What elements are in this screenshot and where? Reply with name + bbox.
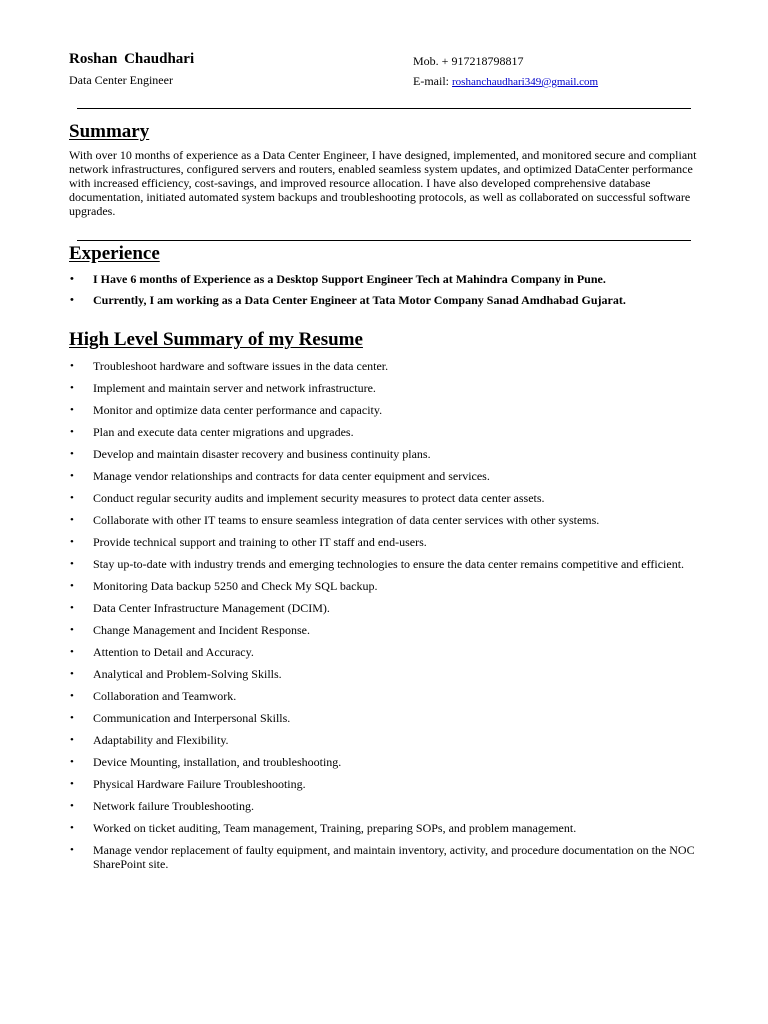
- bullet-icon: •: [70, 404, 74, 416]
- list-item-text: Analytical and Problem-Solving Skills.: [93, 667, 282, 681]
- bullet-icon: •: [70, 668, 74, 680]
- list-item: [0, 689, 718, 703]
- list-item-text: Monitor and optimize data center performance and capacity.: [93, 403, 383, 417]
- list-item-text: Adaptability and Flexibility.: [93, 733, 229, 747]
- list-item-text: Provide technical support and training to other IT staff and end-users.: [93, 535, 427, 549]
- list-item-text: Device Mounting, installation, and troubleshooting.: [93, 755, 342, 769]
- header-divider: [77, 108, 691, 109]
- bullet-icon: •: [70, 273, 74, 285]
- list-item-text: Stay up-to-date with industry trends and emerging technologies to ensure the data center remains competitive and efficient.: [93, 557, 685, 571]
- bullet-icon: •: [70, 382, 74, 394]
- list-item: [0, 777, 718, 791]
- experience-item: [0, 272, 626, 293]
- list-item-text: Troubleshoot hardware and software issues in the data center.: [93, 359, 389, 373]
- summary-divider: [77, 240, 691, 241]
- list-item: [0, 513, 718, 527]
- list-item-text: Collaborate with other IT teams to ensure seamless integration of data center services with other systems.: [93, 513, 600, 527]
- list-item: [0, 821, 718, 835]
- list-item: [0, 557, 718, 571]
- list-item-text: Network failure Troubleshooting.: [93, 799, 254, 813]
- email-label: E-mail:: [413, 74, 452, 88]
- list-item: [0, 601, 718, 615]
- list-item: [0, 645, 718, 659]
- experience-item-text: I Have 6 months of Experience as a Desktop Support Engineer Tech at Mahindra Company in Pune.: [93, 272, 606, 286]
- bullet-icon: •: [70, 800, 74, 812]
- bullet-icon: •: [70, 294, 74, 306]
- bullet-icon: •: [70, 514, 74, 526]
- bullet-icon: •: [70, 690, 74, 702]
- bullet-icon: •: [70, 558, 74, 570]
- list-item: [0, 733, 718, 747]
- bullet-icon: •: [70, 756, 74, 768]
- list-item: [0, 623, 718, 637]
- experience-item-text: Currently, I am working as a Data Center Engineer at Tata Motor Company Sanad Amdhabad Gujarat.: [93, 293, 626, 307]
- list-item: [0, 447, 718, 461]
- bullet-icon: •: [70, 360, 74, 372]
- list-item: [0, 469, 718, 483]
- bullet-icon: •: [70, 734, 74, 746]
- bullet-icon: •: [70, 646, 74, 658]
- list-item: [0, 667, 718, 681]
- email-line: [413, 74, 598, 89]
- bullet-icon: •: [70, 822, 74, 834]
- list-item-text: Manage vendor replacement of faulty equipment, and maintain inventory, activity, and procedure documentation on the NOC SharePoint site.: [93, 843, 695, 871]
- bullet-icon: •: [70, 624, 74, 636]
- bullet-icon: •: [70, 580, 74, 592]
- bullet-icon: •: [70, 426, 74, 438]
- experience-item: [0, 293, 626, 314]
- list-item: [0, 843, 718, 871]
- list-item-text: Collaboration and Teamwork.: [93, 689, 237, 703]
- list-item-text: Monitoring Data backup 5250 and Check My SQL backup.: [93, 579, 378, 593]
- list-item: [0, 711, 718, 725]
- bullet-icon: •: [70, 778, 74, 790]
- bullet-icon: •: [70, 712, 74, 724]
- list-item-text: Data Center Infrastructure Management (DCIM).: [93, 601, 330, 615]
- list-item: [0, 403, 718, 417]
- list-item-text: Implement and maintain server and network infrastructure.: [93, 381, 376, 395]
- bullet-icon: •: [70, 602, 74, 614]
- summary-heading: Summary: [69, 121, 150, 142]
- candidate-job-title: Data Center Engineer: [69, 73, 173, 87]
- bullet-icon: •: [70, 536, 74, 548]
- email-link[interactable]: roshanchaudhari349@gmail.com: [452, 76, 599, 88]
- mobile-number: Mob. + 917218798817: [413, 54, 524, 68]
- candidate-name: Roshan Chaudhari: [69, 51, 195, 67]
- list-item: [0, 491, 718, 505]
- list-item: [0, 359, 718, 373]
- bullet-icon: •: [70, 448, 74, 460]
- bullet-icon: •: [70, 470, 74, 482]
- list-item-text: Manage vendor relationships and contracts for data center equipment and services.: [93, 469, 490, 483]
- list-item: [0, 381, 718, 395]
- list-item-text: Physical Hardware Failure Troubleshooting.: [93, 777, 306, 791]
- experience-heading: Experience: [69, 243, 160, 264]
- experience-list: [0, 272, 626, 314]
- summary-paragraph: With over 10 months of experience as a Data Center Engineer, I have designed, implemented, and monitored secure and compliant network infrastructures, configured servers and routers, enabled seamless system updates, and optimized DataCenter performance with increased efficiency, cost-savings, and improved resource allocation. I have also developed comprehensive database documentation, initiated automated system backups and troubleshooting protocols, as well as collaborated on successful software upgrades.: [69, 148, 697, 218]
- list-item: [0, 425, 718, 439]
- list-item: [0, 535, 718, 549]
- list-item-text: Conduct regular security audits and implement security measures to protect data center assets.: [93, 491, 545, 505]
- list-item-text: Plan and execute data center migrations and upgrades.: [93, 425, 354, 439]
- list-item-text: Change Management and Incident Response.: [93, 623, 310, 637]
- list-item-text: Attention to Detail and Accuracy.: [93, 645, 254, 659]
- list-item-text: Develop and maintain disaster recovery and business continuity plans.: [93, 447, 431, 461]
- bullet-icon: •: [70, 492, 74, 504]
- list-item-text: Communication and Interpersonal Skills.: [93, 711, 291, 725]
- list-item: [0, 755, 718, 769]
- high-level-summary-heading: High Level Summary of my Resume: [69, 329, 363, 350]
- bullet-icon: •: [70, 844, 74, 856]
- list-item: [0, 579, 718, 593]
- list-item: [0, 799, 718, 813]
- high-level-summary-list: [0, 359, 718, 879]
- list-item-text: Worked on ticket auditing, Team management, Training, preparing SOPs, and problem management.: [93, 821, 577, 835]
